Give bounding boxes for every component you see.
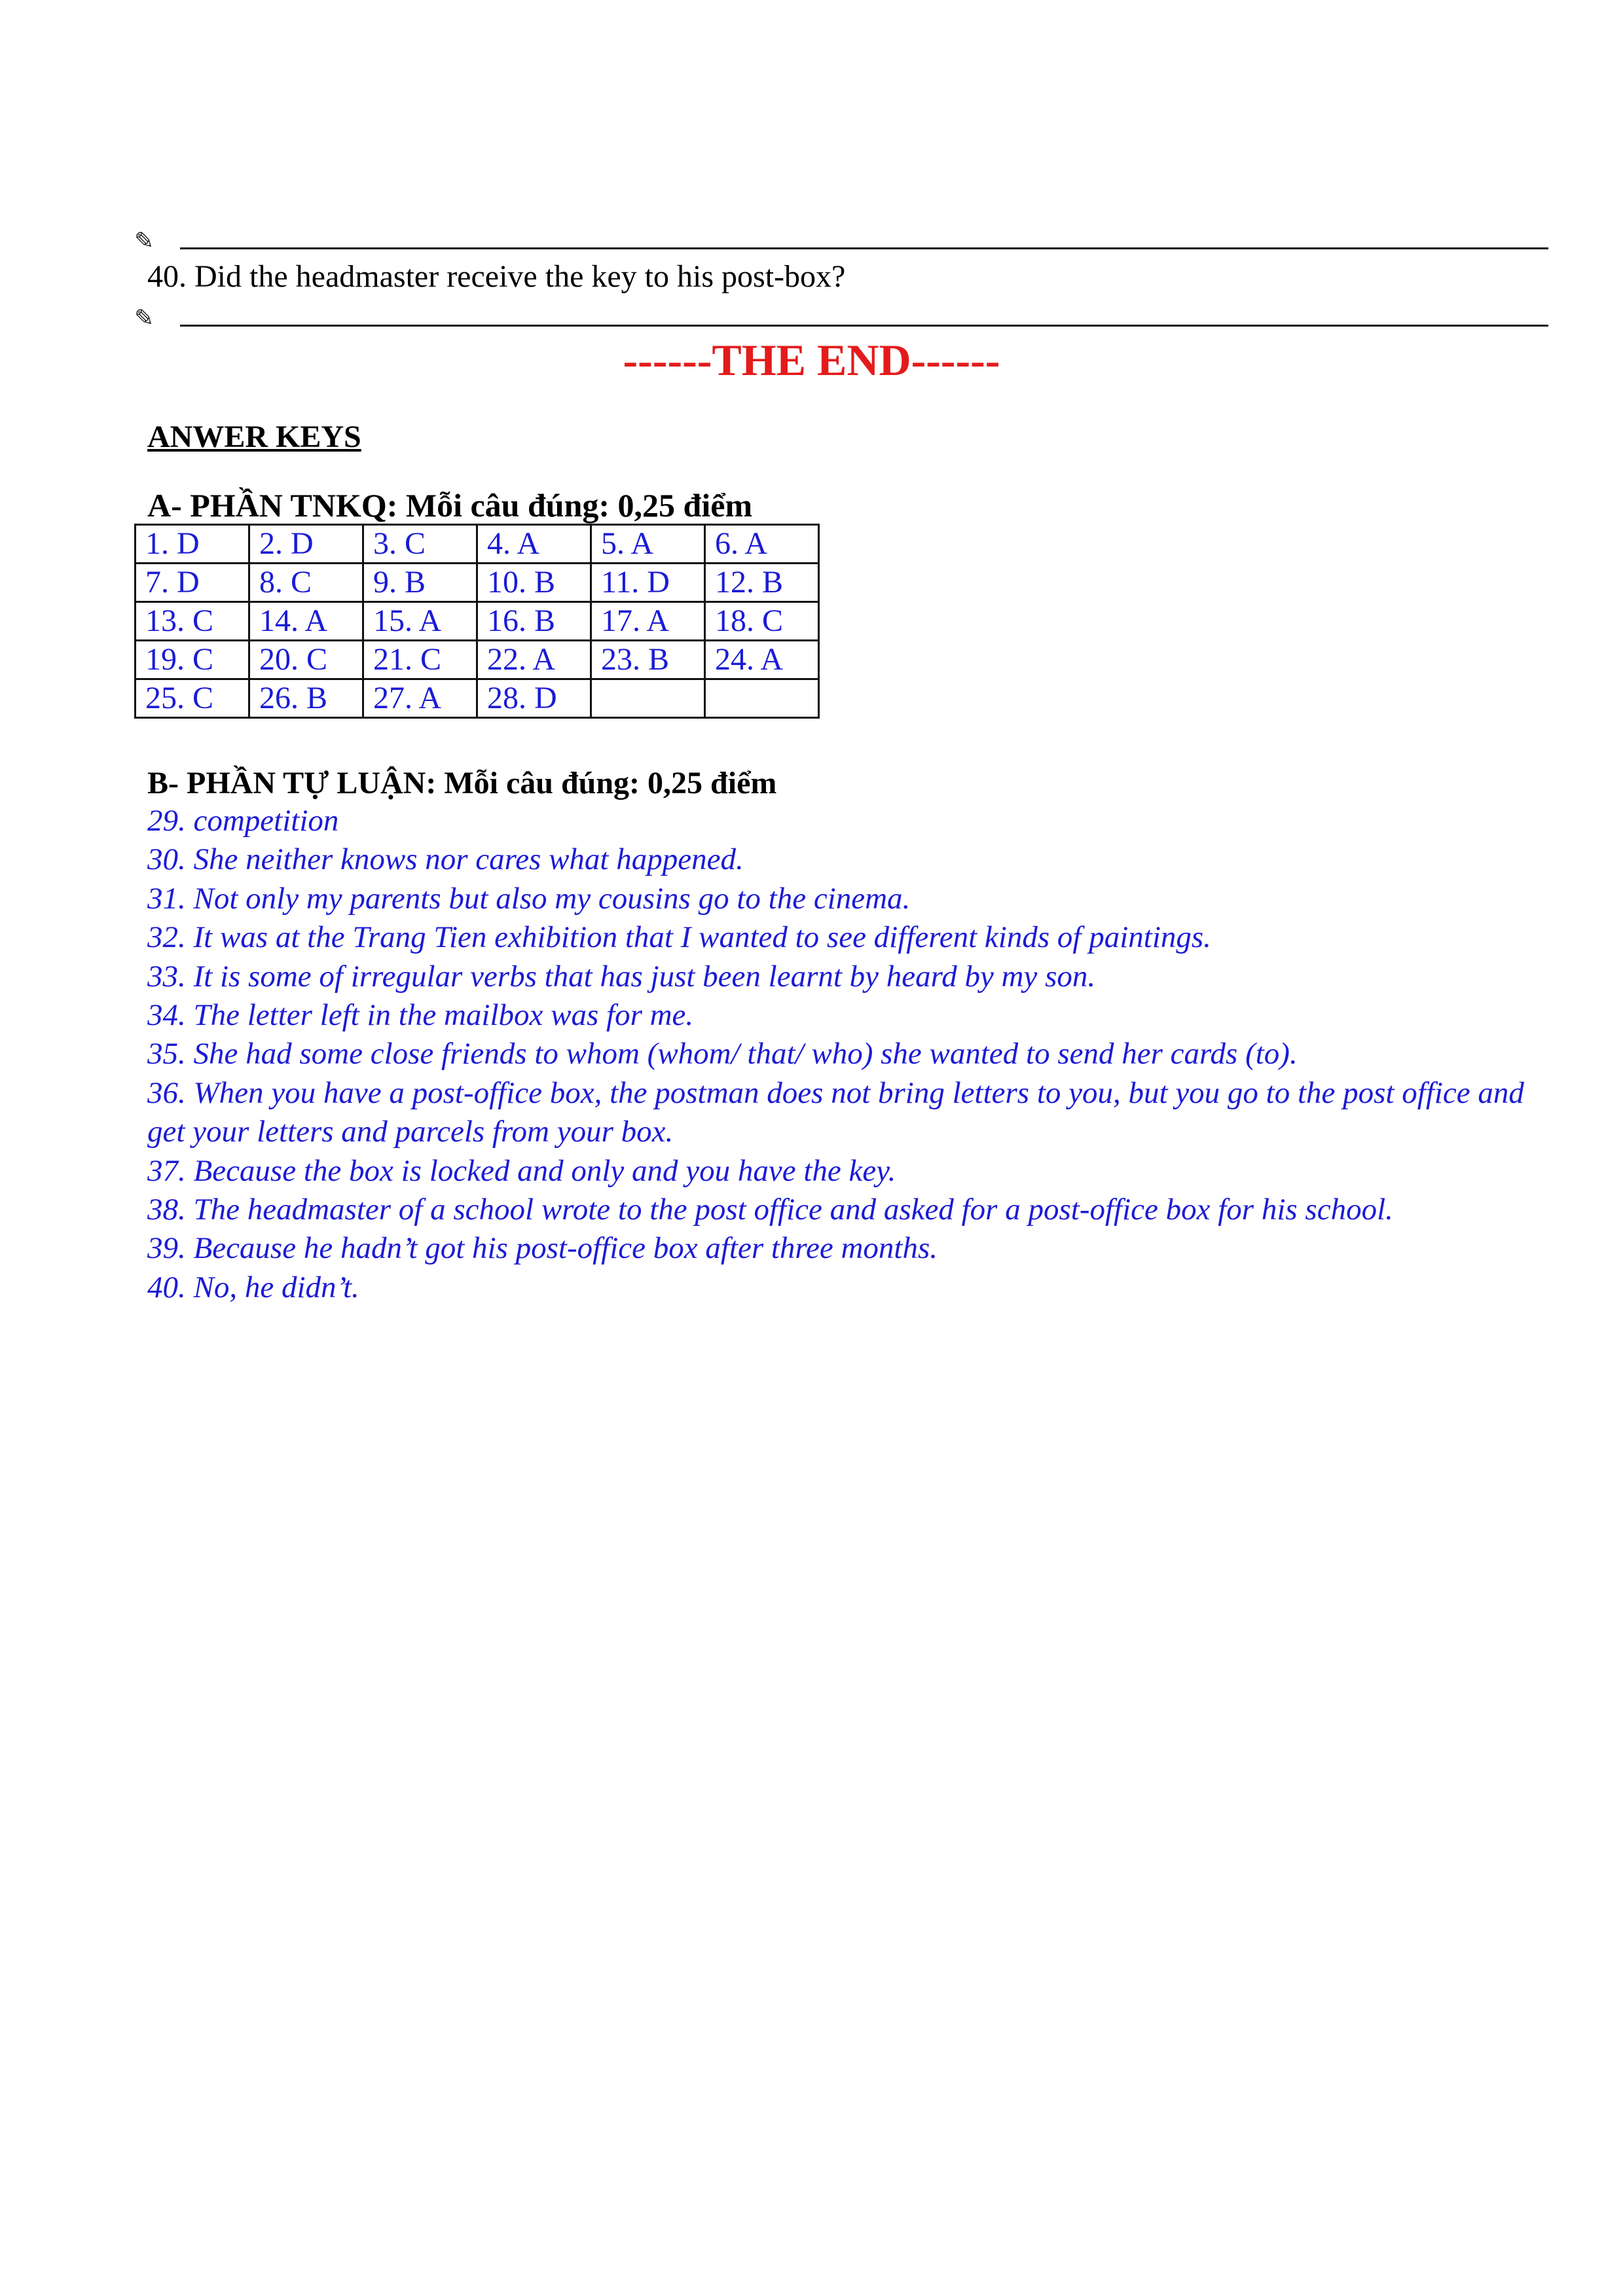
answer-cell: 8. C: [249, 564, 363, 602]
answer-cell: 2. D: [249, 525, 363, 564]
answer-cell: 19. C: [136, 641, 249, 679]
answer-cell: 24. A: [705, 641, 819, 679]
answer-line-40: [134, 300, 1548, 339]
answer-rule: [180, 325, 1548, 327]
list-item: 40. No, he didn’t.: [147, 1270, 359, 1304]
answer-cell: 6. A: [705, 525, 819, 564]
answer-key-table: [134, 524, 820, 719]
answer-cell: 21. C: [363, 641, 477, 679]
answer-cell: 1. D: [136, 525, 249, 564]
answer-cell: 11. D: [591, 564, 705, 602]
section-b-heading: B- PHẦN TỰ LUẬN: Mỗi câu đúng: 0,25 điểm: [147, 766, 777, 800]
answer-cell: 22. A: [477, 641, 591, 679]
list-item: 35. She had some close friends to whom (whom/ that/ who) she wanted to send her cards (to).: [147, 1037, 1298, 1071]
table-row: [136, 641, 819, 679]
answer-cell: 25. C: [136, 679, 249, 718]
list-item: 31. Not only my parents but also my cousins go to the cinema.: [147, 881, 911, 916]
answer-cell: 27. A: [363, 679, 477, 718]
answer-cell: 17. A: [591, 602, 705, 641]
answer-cell: 10. B: [477, 564, 591, 602]
answer-cell: 16. B: [477, 602, 591, 641]
table-row: [136, 525, 819, 564]
list-item: 39. Because he hadn’t got his post-office box after three months.: [147, 1231, 938, 1266]
table-row: [136, 679, 819, 718]
answer-cell: 23. B: [591, 641, 705, 679]
answer-cell: 13. C: [136, 602, 249, 641]
answer-rule: [180, 247, 1548, 249]
answer-keys-title: ANWER KEYS: [147, 420, 361, 454]
list-item: 33. It is some of irregular verbs that has just been learnt by heard by my son.: [147, 959, 1096, 994]
list-item: 30. She neither knows nor cares what happened.: [147, 842, 744, 877]
pencil-icon: ✎: [134, 305, 155, 332]
answer-cell: 7. D: [136, 564, 249, 602]
list-item: 38. The headmaster of a school wrote to the post office and asked for a post-office box for his school.: [147, 1193, 1393, 1227]
answer-cell: 26. B: [249, 679, 363, 718]
list-item: 32. It was at the Trang Tien exhibition that I wanted to see different kinds of paintings.: [147, 920, 1211, 955]
essay-answer-list: [147, 802, 1548, 1307]
answer-line-39: [134, 223, 1548, 262]
answer-cell: 15. A: [363, 602, 477, 641]
answer-cell: 12. B: [705, 564, 819, 602]
list-item: 37. Because the box is locked and only and you have the key.: [147, 1153, 896, 1188]
pencil-icon: ✎: [134, 228, 155, 255]
answer-cell: 28. D: [477, 679, 591, 718]
question-40: 40. Did the headmaster receive the key to his post-box?: [147, 259, 846, 294]
answer-cell: 18. C: [705, 602, 819, 641]
answer-cell: 9. B: [363, 564, 477, 602]
answer-cell: 14. A: [249, 602, 363, 641]
answer-cell: 4. A: [477, 525, 591, 564]
answer-cell: 20. C: [249, 641, 363, 679]
answer-cell: [705, 679, 819, 718]
answer-cell: 5. A: [591, 525, 705, 564]
answer-cell: 3. C: [363, 525, 477, 564]
list-item: 34. The letter left in the mailbox was for me.: [147, 998, 694, 1033]
table-row: [136, 602, 819, 641]
table-row: [136, 564, 819, 602]
answer-cell: [591, 679, 705, 718]
section-a-heading: A- PHẦN TNKQ: Mỗi câu đúng: 0,25 điểm: [147, 487, 753, 524]
list-item: 29. competition: [147, 804, 339, 838]
the-end-title: ------THE END------: [623, 335, 1000, 385]
list-item: 36. When you have a post-office box, the postman does not bring letters to you, but you go to the post office and get your letters and parcels from your box.: [147, 1075, 1524, 1149]
